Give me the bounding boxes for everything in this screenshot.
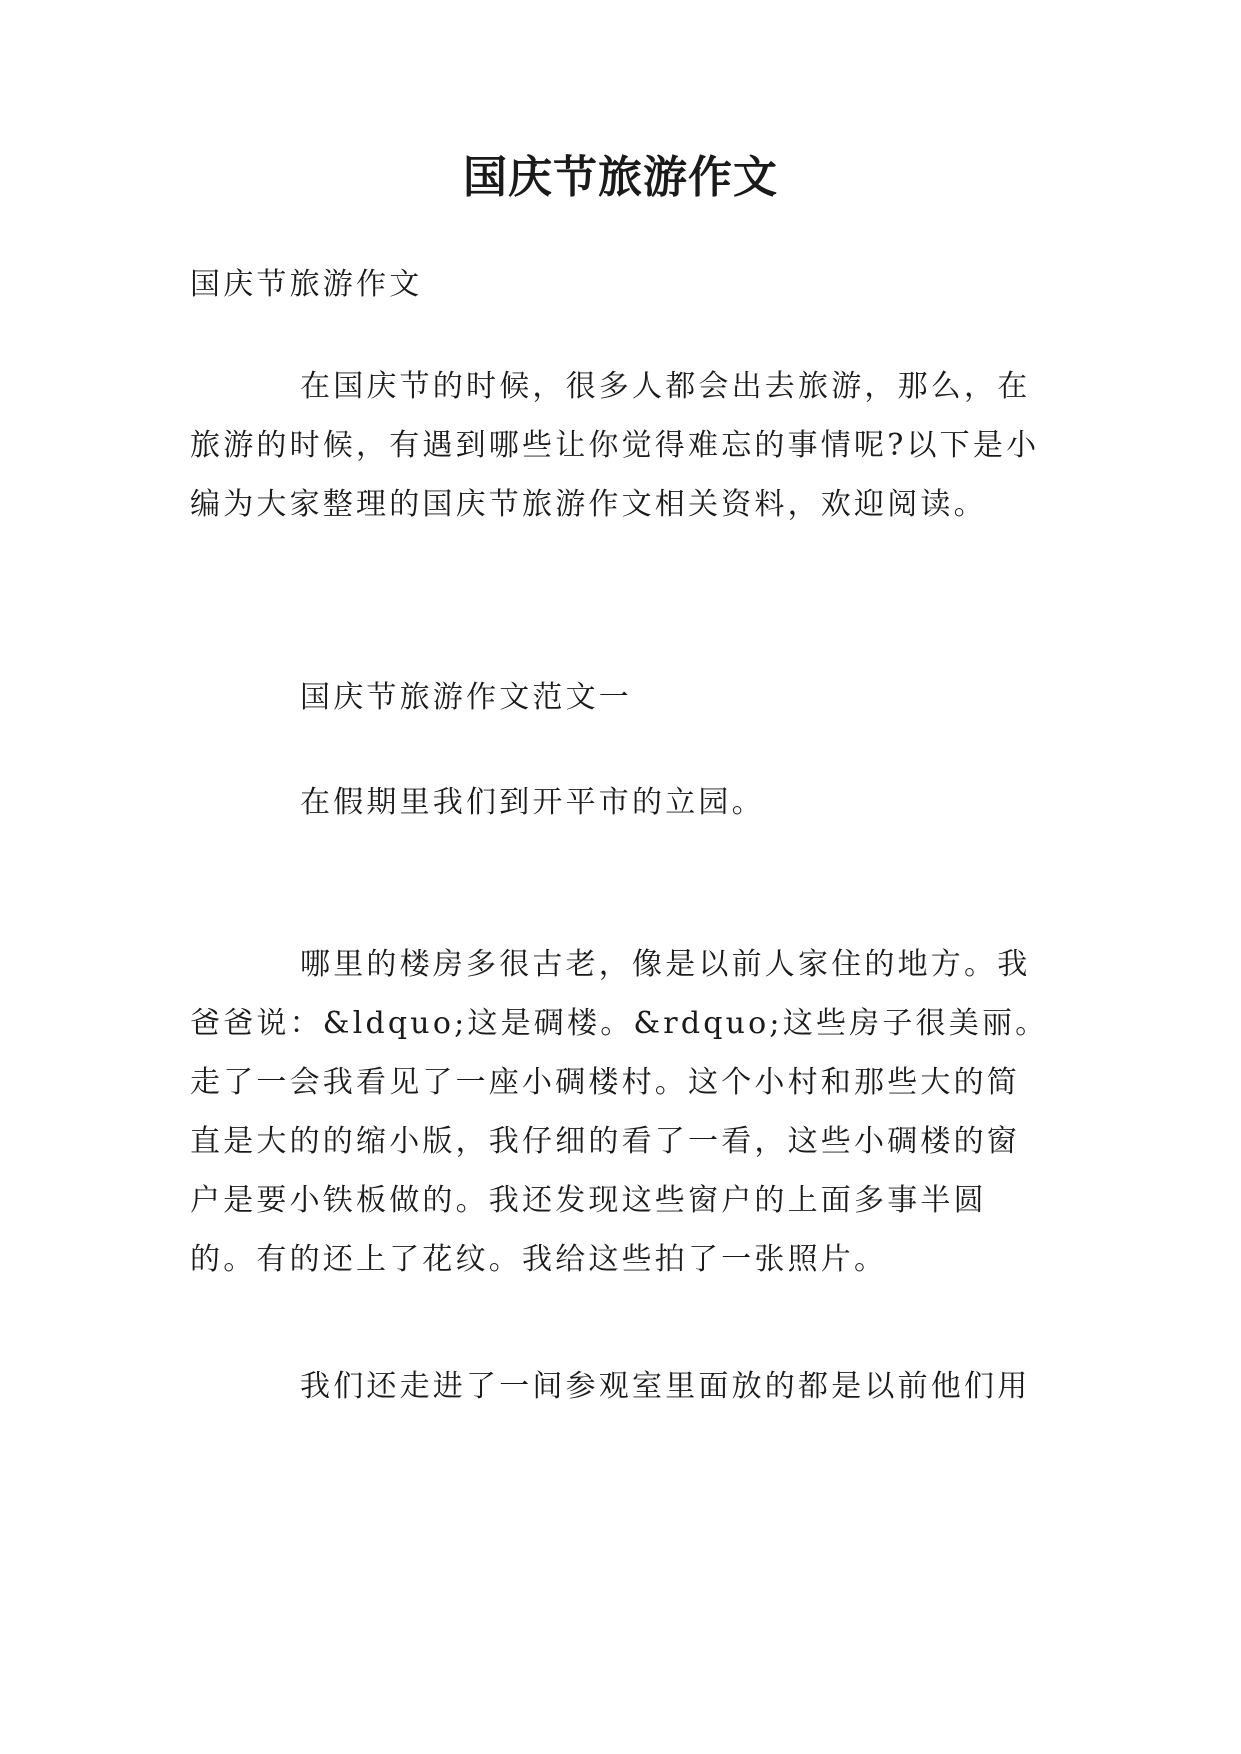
document-title: 国庆节旅游作文 xyxy=(463,152,778,203)
document-subtitle: 国庆节旅游作文 xyxy=(190,267,423,302)
body-paragraph: 我们还走进了一间参观室里面放的都是以前他们用 xyxy=(300,1369,1031,1404)
body-paragraph: 哪里的楼房多很古老，像是以前人家住的地方。我爸爸说：&ldquo;这是碉楼。&rdquo;这些房子很美丽。走了一会我看见了一座小碉楼村。这个小村和那些大的简直是大的的缩小版，我仔细的看了一看，这些小碉楼的窗户是要小铁板做的。我还发现这些窗户的上面多事半圆的。有的还上了花纹。我给这些拍了一张照片。 xyxy=(190,947,1049,1277)
section-heading: 国庆节旅游作文范文一 xyxy=(300,680,632,715)
body-paragraph: 在假期里我们到开平市的立园。 xyxy=(300,785,765,820)
intro-paragraph: 在国庆节的时候，很多人都会出去旅游，那么，在旅游的时候，有遇到哪些让你觉得难忘的事情呢?以下是小编为大家整理的国庆节旅游作文相关资料，欢迎阅读。 xyxy=(190,369,1040,522)
